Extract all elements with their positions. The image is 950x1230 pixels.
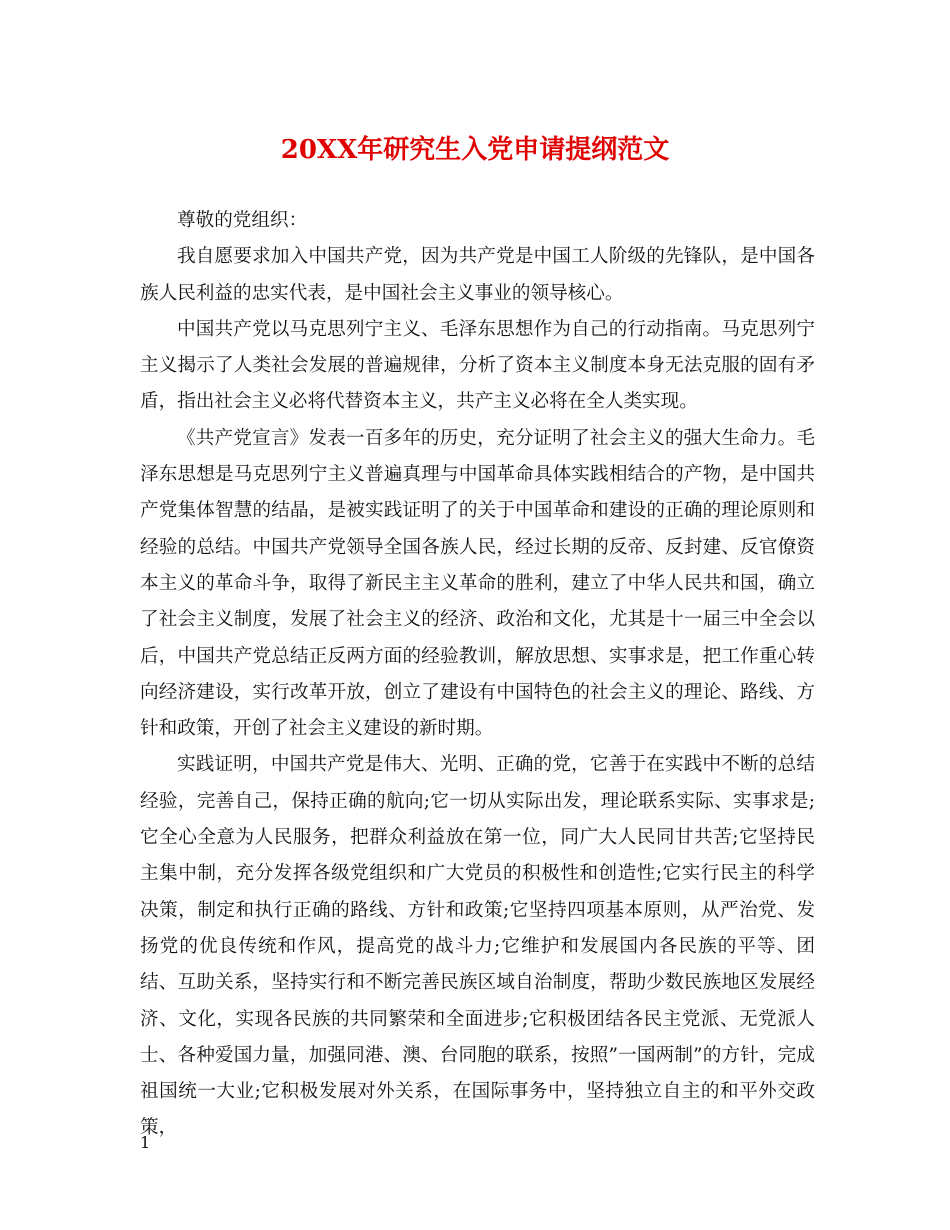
salutation: 尊敬的党组织：	[177, 210, 308, 231]
paragraph: 实践证明，中国共产党是伟大、光明、正确的党，它善于在实践中不断的总结经验，完善自己，保持正确的航向;它一切从实际出发，理论联系实际、实事求是;它全心全意为人民服务，把群众利益放在第一位，同广大人民同甘共苦;它坚持民主集中制，充分发挥各级党组织和广大党员的积极性和创造性;它实行民主的科学决策，制定和执行正确的路线、方针和政策;它坚持四项基本原则，从严治党、发扬党的优良传统和作风，提高党的战斗力;它维护和发展国内各民族的平等、团结、互助关系，坚持实行和不断完善民族区域自治制度，帮助少数民族地区发展经济、文化，实现各民族的共同繁荣和全面进步;它积极团结各民主党派、无党派人士、各种爱国力量，加强同港、澳、台同胞的联系，按照”一国两制”的方针，完成祖国统一大业;它积极发展对外关系，在国际事务中，坚持独立自主的和平外交政策，	[140, 754, 815, 1139]
document-title: 20XX年研究生入党申请提纲范文	[280, 135, 670, 165]
paragraph: 我自愿要求加入中国共产党，因为共产党是中国工人阶级的先锋队，是中国各族人民利益的忠实代表，是中国社会主义事业的领导核心。	[140, 246, 815, 304]
paragraph: 《共产党宣言》发表一百多年的历史，充分证明了社会主义的强大生命力。毛泽东思想是马克思列宁主义普遍真理与中国革命具体实践相结合的产物，是中国共产党集体智慧的结晶，是被实践证明了的关于中国革命和建设的正确的理论原则和经验的总结。中国共产党领导全国各族人民，经过长期的反帝、反封建、反官僚资本主义的革命斗争，取得了新民主主义革命的胜利，建立了中华人民共和国，确立了社会主义制度，发展了社会主义的经济、政治和文化，尤其是十一届三中全会以后，中国共产党总结正反两方面的经验教训，解放思想、实事求是，把工作重心转向经济建设，实行改革开放，创立了建设有中国特色的社会主义的理论、路线、方针和政策，开创了社会主义建设的新时期。	[140, 427, 815, 740]
paragraph: 中国共产党以马克思列宁主义、毛泽东思想作为自己的行动指南。马克思列宁主义揭示了人类社会发展的普遍规律，分析了资本主义制度本身无法克服的固有矛盾，指出社会主义必将代替资本主义，共产主义必将在全人类实现。	[140, 318, 815, 413]
document-body	[140, 203, 815, 1147]
page-number: 1	[140, 1133, 151, 1152]
